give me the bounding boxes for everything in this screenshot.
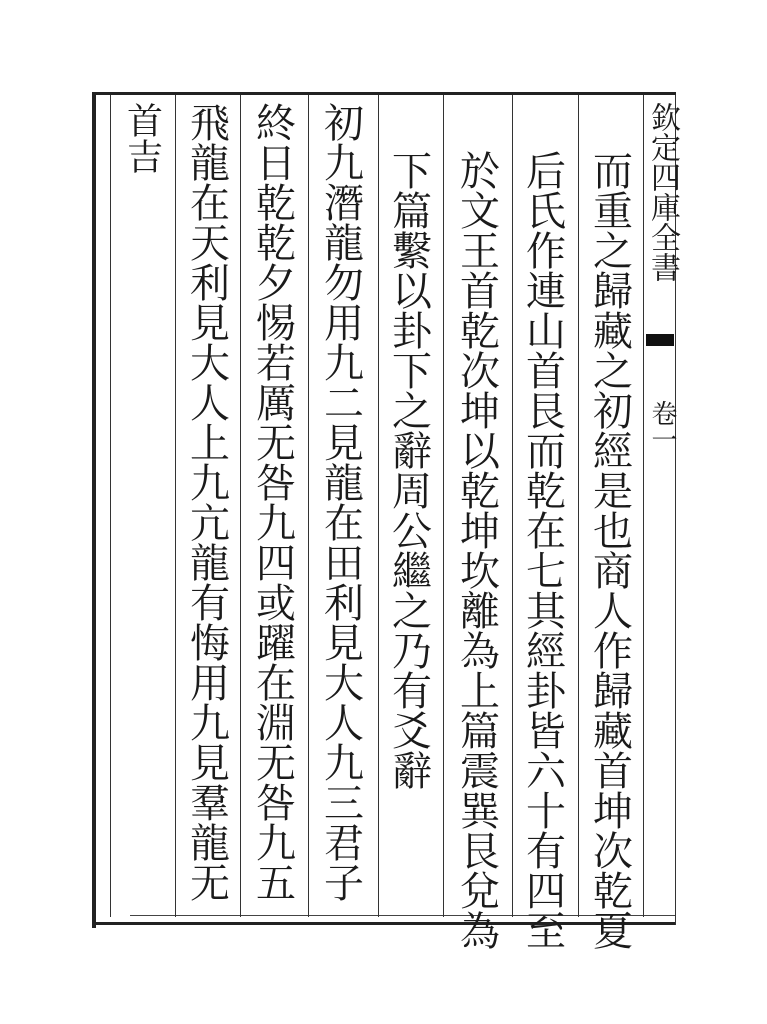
- top-border: [92, 92, 676, 95]
- text-column-6: 終日乾乾夕惕若厲无咎九四或躍在淵无咎九五: [249, 102, 296, 902]
- text-column-1: 而重之歸藏之初經是也商人作歸藏首坤次乾夏: [586, 150, 633, 950]
- text-column-3: 於文王首乾次坤以乾坤坎離為上篇震巽艮兌為: [453, 150, 500, 950]
- column-rule: [308, 95, 309, 917]
- column-rule: [512, 95, 513, 917]
- margin-fishtail-mark: [646, 334, 674, 346]
- column-rule: [110, 95, 111, 917]
- left-border: [92, 92, 96, 928]
- margin-header: 欽定四庫全書: [645, 102, 680, 282]
- text-column-8: 首吉: [121, 102, 163, 174]
- text-column-7: 飛龍在天利見大人上九亢龍有悔用九見羣龍无: [183, 102, 230, 902]
- column-rule: [443, 95, 444, 917]
- column-rule: [175, 95, 176, 917]
- text-column-4: 下篇繫以卦下之辭周公繼之乃有爻辭: [385, 150, 432, 790]
- text-column-5: 初九潛龍勿用九二見龍在田利見大人九三君子: [317, 102, 364, 902]
- column-rule: [378, 95, 379, 917]
- column-rule: [578, 95, 579, 917]
- text-column-2: 后氏作連山首艮而乾在七其經卦皆六十有四至: [519, 150, 566, 950]
- column-rule: [240, 95, 241, 917]
- margin-volume: 卷一: [647, 400, 677, 452]
